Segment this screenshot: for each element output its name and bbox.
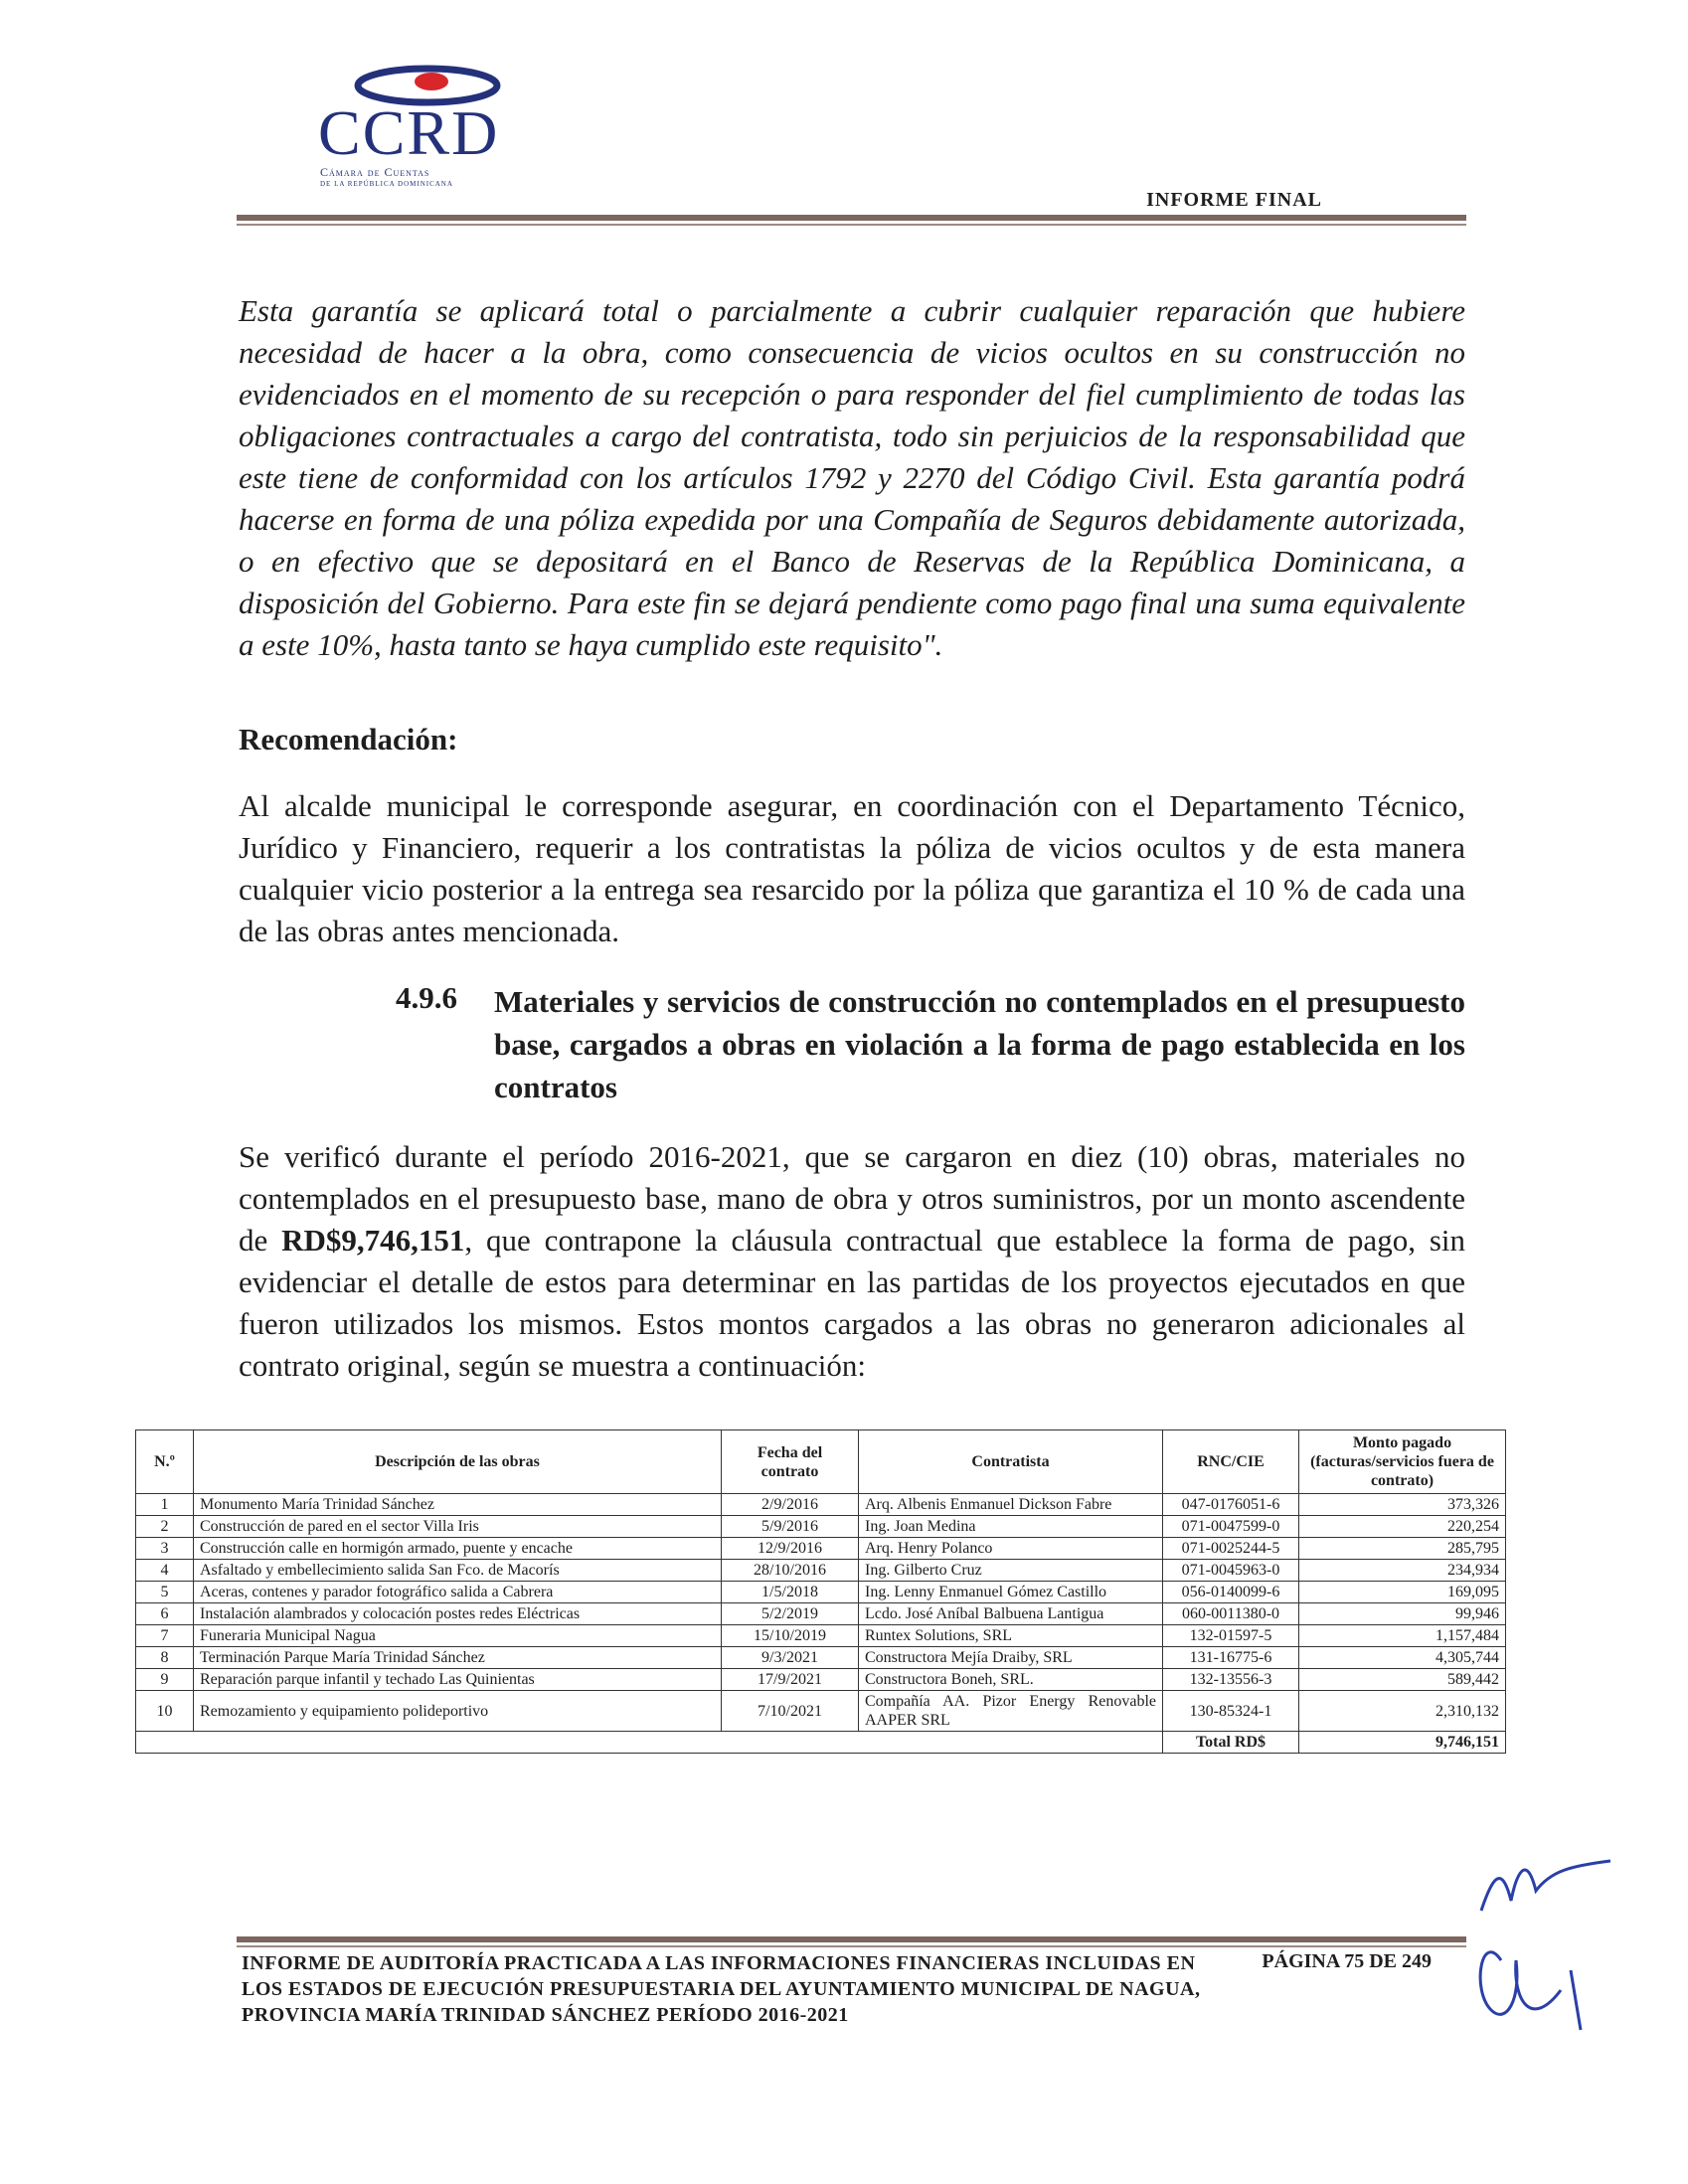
section-title: Materiales y servicios de construcción no contemplados en el presupuesto base, cargados a obras en violación a la forma de pago establecida en los contratos [494, 984, 1465, 1104]
row-amount: 169,095 [1299, 1582, 1506, 1603]
row-description: Terminación Parque María Trinidad Sánchez [194, 1647, 722, 1669]
table-row [136, 1691, 1506, 1732]
row-rnc: 071-0025244-5 [1163, 1538, 1299, 1560]
row-date: 7/10/2021 [722, 1691, 859, 1732]
row-number: 1 [136, 1494, 194, 1516]
row-description: Funeraria Municipal Nagua [194, 1625, 722, 1647]
row-rnc: 130-85324-1 [1163, 1691, 1299, 1732]
finding-text-part1: Se verificó durante el período 2016-2021, que se cargaron en diez (10) obras, materiales no contemplados en el presupuesto base, mano de obra y otros suministros, por un monto ascendente de [239, 1139, 1465, 1258]
row-amount: 285,795 [1299, 1538, 1506, 1560]
works-table [135, 1429, 1506, 1754]
row-number: 9 [136, 1669, 194, 1691]
total-value: 9,746,151 [1299, 1732, 1506, 1754]
row-description: Instalación alambrados y colocación postes redes Eléctricas [194, 1603, 722, 1625]
quoted-clause: Esta garantía se aplicará total o parcialmente a cubrir cualquier reparación que hubiere necesidad de hacer a la obra, como consecuencia de vicios ocultos en su construcción no evidenciados en el momento de su recepción o para responder del fiel cumplimiento de todas las obligaciones contractuales a cargo del contratista, todo sin perjuicios de la responsabilidad que este tiene de conformidad con los artículos 1792 y 2270 del Código Civil. Esta garantía podrá hacerse en forma de una póliza expedida por una Compañía de Seguros debidamente autorizada, o en efectivo que se depositará en el Banco de Reservas de la República Dominicana, a disposición del Gobierno. Para este fin se dejará pendiente como pago final una suma equivalente a este 10%, hasta tanto se haya cumplido este requisito". [239, 293, 1465, 662]
header-title: INFORME FINAL [1146, 189, 1322, 211]
row-amount: 2,310,132 [1299, 1691, 1506, 1732]
row-rnc: 132-01597-5 [1163, 1625, 1299, 1647]
row-contractor: Compañía AA. Pizor Energy Renovable AAPER SRL [859, 1691, 1163, 1732]
row-rnc: 056-0140099-6 [1163, 1582, 1299, 1603]
row-description: Construcción de pared en el sector Villa Iris [194, 1516, 722, 1538]
row-description: Remozamiento y equipamiento polideportivo [194, 1691, 722, 1732]
section-number: 4.9.6 [396, 980, 457, 1015]
row-description: Asfaltado y embellecimiento salida San Fco. de Macorís [194, 1560, 722, 1582]
finding-text-part2: , que contrapone la cláusula contractual que establece la forma de pago, sin evidenciar el detalle de estos para determinar en las partidas de los proyectos ejecutados en que fueron utilizados los mismos. Estos montos cargados a las obras no generaron adicionales al contrato original, según se muestra a continuación: [239, 1223, 1465, 1383]
row-description: Monumento María Trinidad Sánchez [194, 1494, 722, 1516]
row-date: 12/9/2016 [722, 1538, 859, 1560]
table-header-row [136, 1430, 1506, 1494]
row-date: 5/2/2019 [722, 1603, 859, 1625]
finding-amount: RD$9,746,151 [281, 1223, 465, 1258]
table-row [136, 1516, 1506, 1538]
row-rnc: 060-0011380-0 [1163, 1603, 1299, 1625]
row-number: 3 [136, 1538, 194, 1560]
row-rnc: 132-13556-3 [1163, 1669, 1299, 1691]
row-rnc: 071-0045963-0 [1163, 1560, 1299, 1582]
row-amount: 234,934 [1299, 1560, 1506, 1582]
row-amount: 99,946 [1299, 1603, 1506, 1625]
row-description: Aceras, contenes y parador fotográfico salida a Cabrera [194, 1582, 722, 1603]
row-number: 4 [136, 1560, 194, 1582]
col-header-date: Fecha del contrato [722, 1430, 859, 1494]
row-contractor: Arq. Henry Polanco [859, 1538, 1163, 1560]
table-row [136, 1582, 1506, 1603]
col-header-contractor: Contratista [859, 1430, 1163, 1494]
finding-paragraph [239, 1136, 1465, 1387]
row-date: 9/3/2021 [722, 1647, 859, 1669]
row-contractor: Constructora Boneh, SRL. [859, 1669, 1163, 1691]
row-date: 28/10/2016 [722, 1560, 859, 1582]
table-body [136, 1494, 1506, 1732]
recommendation-heading: Recomendación: [239, 722, 458, 756]
header-rule-thin [237, 224, 1466, 226]
table-row [136, 1494, 1506, 1516]
table-row [136, 1603, 1506, 1625]
row-amount: 589,442 [1299, 1669, 1506, 1691]
ccrd-logo [316, 62, 545, 188]
row-date: 15/10/2019 [722, 1625, 859, 1647]
col-header-amount: Monto pagado (facturas/servicios fuera de contrato) [1299, 1430, 1506, 1494]
row-number: 5 [136, 1582, 194, 1603]
row-rnc: 047-0176051-6 [1163, 1494, 1299, 1516]
row-number: 7 [136, 1625, 194, 1647]
table-total-row [136, 1732, 1506, 1754]
row-number: 8 [136, 1647, 194, 1669]
recommendation-text: Al alcalde municipal le corresponde asegurar, en coordinación con el Departamento Técnico, Jurídico y Financiero, requerir a los contratistas la póliza de vicios ocultos y de esta manera cualquier vicio posterior a la entrega sea resarcido por la póliza que garantiza el 10 % de cada una de las obras antes mencionada. [239, 788, 1465, 948]
row-amount: 4,305,744 [1299, 1647, 1506, 1669]
row-number: 10 [136, 1691, 194, 1732]
row-contractor: Runtex Solutions, SRL [859, 1625, 1163, 1647]
row-contractor: Lcdo. José Aníbal Balbuena Lantigua [859, 1603, 1163, 1625]
row-contractor: Constructora Mejía Draiby, SRL [859, 1647, 1163, 1669]
logo-brand-text: CCRD [318, 97, 500, 168]
row-contractor: Ing. Joan Medina [859, 1516, 1163, 1538]
footer-rule [237, 1936, 1466, 1942]
logo-subtitle-line2: DE LA REPÚBLICA DOMINICANA [320, 180, 453, 188]
row-contractor: Ing. Lenny Enmanuel Gómez Castillo [859, 1582, 1163, 1603]
row-amount: 1,157,484 [1299, 1625, 1506, 1647]
table-row [136, 1560, 1506, 1582]
footer-rule-thin [237, 1945, 1466, 1947]
table-row [136, 1625, 1506, 1647]
logo-subtitle-line1: Cámara de Cuentas [320, 165, 430, 179]
table-row [136, 1669, 1506, 1691]
row-description: Reparación parque infantil y techado Las Quinientas [194, 1669, 722, 1691]
header-rule [237, 215, 1466, 221]
col-header-description: Descripción de las obras [194, 1430, 722, 1494]
row-rnc: 071-0047599-0 [1163, 1516, 1299, 1538]
row-rnc: 131-16775-6 [1163, 1647, 1299, 1669]
row-amount: 220,254 [1299, 1516, 1506, 1538]
table-row [136, 1647, 1506, 1669]
row-contractor: Ing. Gilberto Cruz [859, 1560, 1163, 1582]
row-date: 2/9/2016 [722, 1494, 859, 1516]
table-row [136, 1538, 1506, 1560]
row-date: 17/9/2021 [722, 1669, 859, 1691]
footer-report-title: INFORME DE AUDITORÍA PRACTICADA A LAS INFORMACIONES FINANCIERAS INCLUIDAS EN LOS ESTADOS DE EJECUCIÓN PRESUPUESTARIA DEL AYUNTAMIENTO MUNICIPAL DE NAGUA, PROVINCIA MARÍA TRINIDAD SÁNCHEZ PERÍODO 2016-2021 [242, 1952, 1201, 2026]
row-number: 2 [136, 1516, 194, 1538]
row-amount: 373,326 [1299, 1494, 1506, 1516]
col-header-rnc: RNC/CIE [1163, 1430, 1299, 1494]
col-header-number: N.º [136, 1430, 194, 1494]
handwritten-signature-icon [1461, 1841, 1620, 2040]
total-label: Total RD$ [1163, 1732, 1299, 1754]
row-date: 5/9/2016 [722, 1516, 859, 1538]
row-number: 6 [136, 1603, 194, 1625]
row-date: 1/5/2018 [722, 1582, 859, 1603]
row-contractor: Arq. Albenis Enmanuel Dickson Fabre [859, 1494, 1163, 1516]
page-number: PÁGINA 75 DE 249 [1262, 1950, 1432, 1972]
row-description: Construcción calle en hormigón armado, puente y encache [194, 1538, 722, 1560]
